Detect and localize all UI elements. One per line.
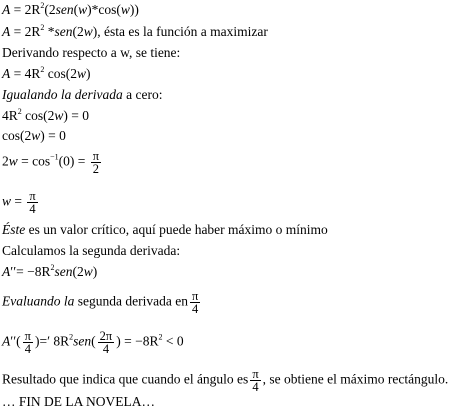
eq-text: w [78, 2, 88, 17]
eq-text: ), [92, 24, 101, 39]
eq-text: (0) = [58, 153, 89, 169]
eq-text: = cos [17, 153, 51, 169]
eq-text: (2 [72, 264, 84, 279]
eq-text: ) = 0 [40, 128, 66, 143]
eq-text: w [77, 66, 87, 81]
critical-value-note [2, 222, 328, 238]
line-text: , se obtiene el máximo rectángulo. [262, 371, 449, 387]
line-text: … FIN DE LA NOVELA… [2, 394, 155, 409]
superscript: 2 [158, 332, 163, 342]
line-text: segunda derivada en [74, 293, 188, 309]
eq-text: cos(2 [2, 128, 32, 143]
second-derivative-intro [2, 243, 180, 259]
first-derivative [2, 66, 91, 82]
eq-text: ′′= −8R [10, 264, 51, 279]
cos-zero-eq [2, 128, 66, 144]
fraction-denominator: 4 [27, 202, 37, 215]
line-text: Derivando respecto a w, se tiene: [2, 45, 181, 60]
arccos-eq [2, 150, 103, 175]
superscript: 2 [17, 107, 22, 116]
eq-text: 4R [2, 108, 18, 123]
second-derivative-eq [2, 264, 97, 280]
eq-text: w [54, 108, 64, 123]
fraction [23, 330, 33, 355]
eq-text: A [2, 333, 11, 349]
line-text: Resultado que indica que cuando el ángulo es [2, 371, 249, 387]
eq-text: cos [98, 2, 117, 17]
fraction-numerator: π [191, 289, 199, 303]
fraction [190, 290, 200, 315]
eq-text: A [2, 24, 11, 39]
fraction-denominator: 4 [23, 342, 33, 355]
line-text: Calculamos la segunda derivada: [2, 243, 181, 258]
conclusion-line [2, 368, 448, 393]
eq-text: 2 [2, 153, 9, 169]
evaluate-line [2, 290, 202, 315]
set-zero-line [2, 87, 162, 103]
eq-text: sen [55, 2, 74, 17]
eq-text: sen [54, 264, 73, 279]
eq-text: ( [73, 2, 79, 17]
eq-text: ( [116, 2, 121, 17]
superscript: 2 [40, 23, 45, 32]
eq-text: A [2, 66, 11, 81]
eq-text: cos(2 [44, 66, 77, 81]
critical-point-eq [2, 190, 40, 215]
fraction [250, 368, 260, 393]
eq-text: w [8, 153, 18, 169]
line-text-italic: Igualando la derivada [2, 87, 123, 102]
fraction-denominator: 4 [250, 380, 260, 393]
eq-text: ) [86, 66, 91, 81]
eq-text: w [120, 2, 130, 17]
eq-text: = 2R [10, 24, 41, 39]
line-text: ésta es la función a maximizar [100, 24, 268, 39]
fraction-numerator: π [24, 329, 31, 343]
eq-text: = 2R [10, 2, 41, 17]
eq-text: w [2, 193, 12, 209]
eq-text: cos(2 [21, 108, 55, 123]
eq-text: ′′( [10, 333, 21, 349]
fraction-numerator: π [252, 367, 259, 381]
fraction-numerator: π [92, 149, 100, 163]
end-line [2, 394, 155, 410]
eq-text: = [11, 193, 26, 209]
line-text: a cero: [122, 87, 163, 102]
superscript: 2 [40, 1, 45, 10]
eq-text: < 0 [162, 333, 184, 349]
line-text: es un valor crítico, aquí puede haber máximo o mínimo [25, 222, 328, 237]
eq-text: A [2, 2, 11, 17]
fraction [91, 150, 101, 175]
eq-text: ( [91, 333, 96, 349]
eq-text: w [83, 264, 93, 279]
fraction-numerator: 2π [99, 329, 113, 343]
superscript: 2 [69, 332, 74, 342]
line-text-italic: Éste [2, 222, 26, 237]
equation-area [2, 2, 139, 18]
line-text-italic: Evaluando la [2, 293, 75, 309]
eq-text: * [44, 24, 55, 39]
superscript: 2 [40, 65, 45, 74]
eq-text: ) = −8R [116, 333, 159, 349]
superscript: −1 [50, 152, 59, 162]
derivation-intro [2, 45, 180, 61]
second-derivative-eval [2, 330, 184, 355]
eq-text: w [31, 128, 41, 143]
eq-text: sen [73, 333, 92, 349]
eq-text: ) = 0 [63, 108, 90, 123]
eq-text: (2 [72, 24, 84, 39]
eq-text: ) [92, 264, 98, 279]
fraction-numerator: π [29, 189, 36, 203]
eq-text: )* [87, 2, 99, 17]
eq-text: sen [54, 24, 73, 39]
derivative-zero-eq [2, 108, 89, 124]
fraction [98, 330, 115, 355]
eq-text: )=′ 8R [34, 333, 70, 349]
fraction-denominator: 2 [91, 162, 101, 175]
eq-text: )) [129, 2, 139, 17]
eq-text: A [2, 264, 11, 279]
superscript: 2 [50, 263, 55, 272]
fraction-denominator: 4 [190, 302, 200, 315]
objective-function-line [2, 24, 268, 40]
fraction-denominator: 4 [98, 342, 115, 355]
eq-text: (2 [44, 2, 56, 17]
eq-text: w [83, 24, 93, 39]
fraction [27, 190, 37, 215]
eq-text: = 4R [10, 66, 41, 81]
